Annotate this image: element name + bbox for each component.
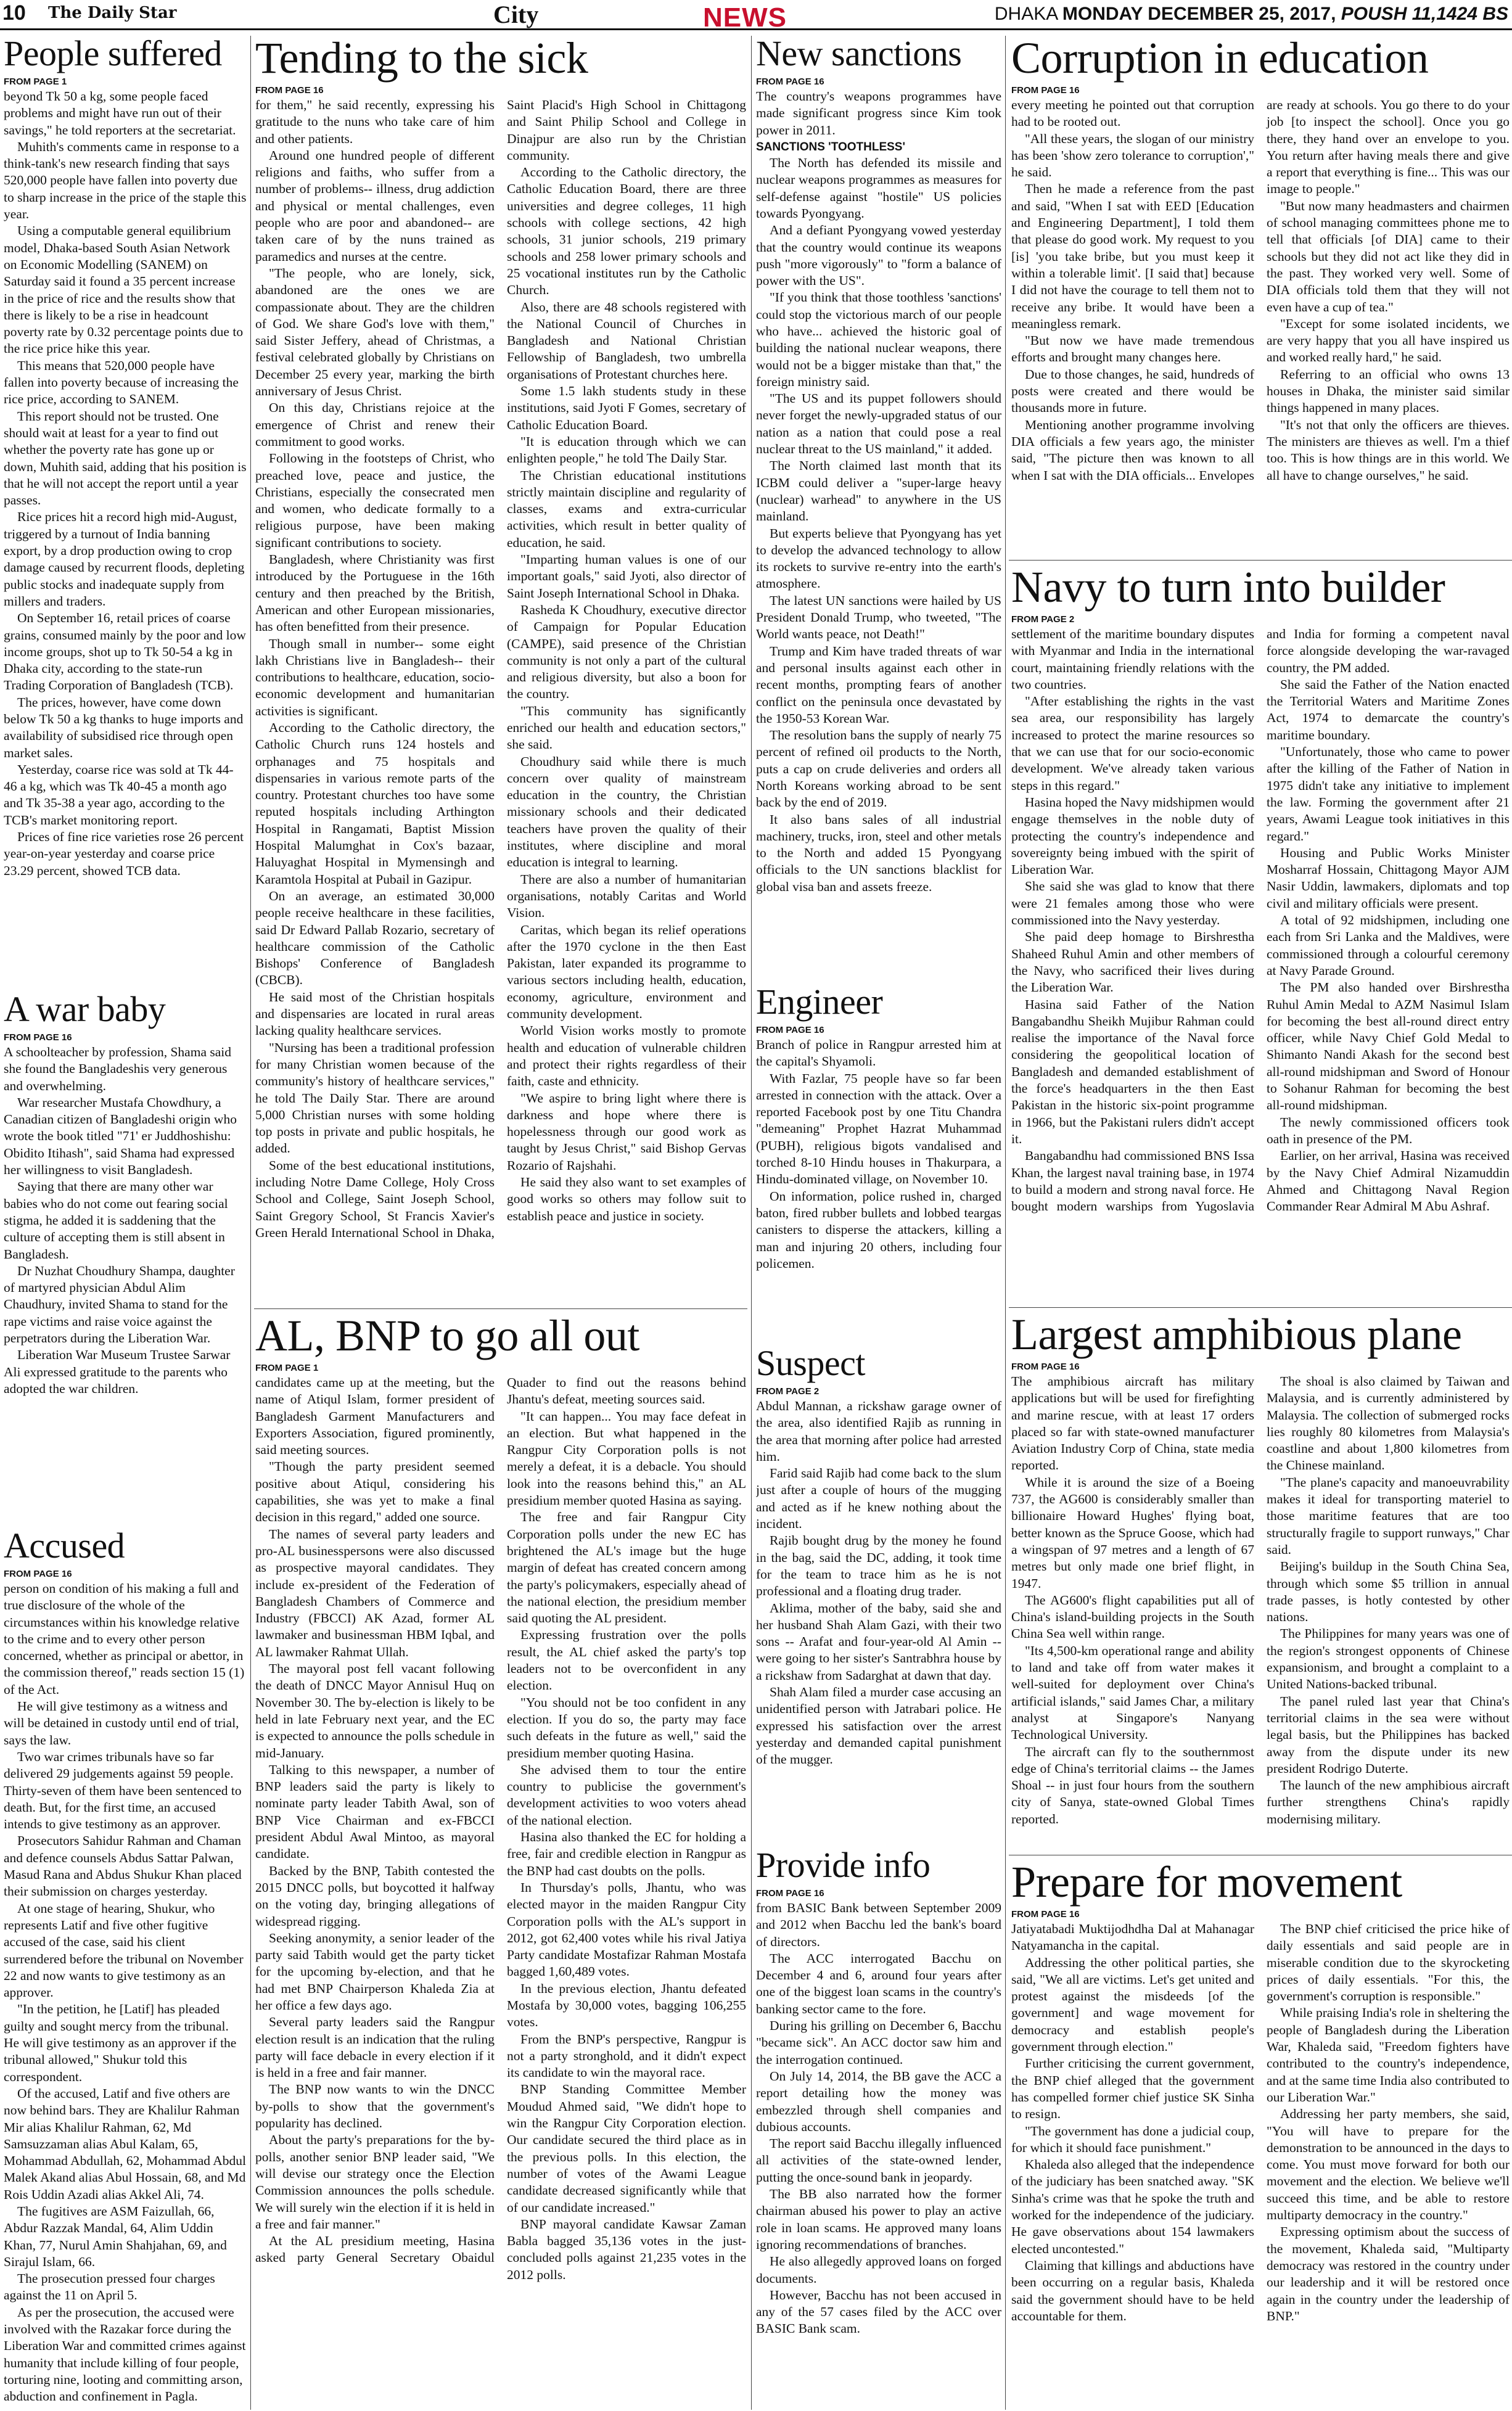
story-paragraph: War researcher Mustafa Chowdhury, a Canadian citizen of Bangladeshi origin who wrote the book titled "71' er Juddhoshishu: Obidito Itihash", said Shama had expressed her willingness to visit Bangladesh.: [4, 1095, 237, 1178]
story-paragraph: On an average, an estimated 30,000 people receive healthcare in these facilities, said Dr Edward Pallab Rozario, secretary of healthcare commission of the Catholic Bishops' Conference of Bangladesh (CBCB).: [255, 888, 495, 988]
story-body: [4, 1580, 247, 2409]
story-headline: People suffered: [4, 36, 222, 73]
dateline-date: MONDAY DECEMBER 25, 2017,: [1062, 4, 1336, 24]
story-paragraph: From the BNP's perspective, Rangpur is not a party stronghold, and it didn't expect its candidate to win the mayoral race.: [507, 2031, 746, 2080]
story-paragraph: The panel ruled last year that China's territorial claims in the sea were without legal basis, but the Philippines has backed away from the dispute under its new president Rodrigo Duterte.: [1267, 1693, 1510, 1776]
story-paragraph: He also allegedly approved loans on forged documents.: [756, 2254, 1001, 2286]
story-jump-line: FROM PAGE 16: [1011, 1362, 1080, 1372]
story-paragraph: "Unfortunately, those who came to power after the killing of the Father of Nation in 1975 didn't take any initiative to implement the law. Forming the government after 21 years, Awami League took initiatives in this regard.": [1267, 744, 1510, 844]
story-paragraph: A total of 92 midshipmen, including one each from Sri Lanka and the Maldives, were commissioned through a colourful ceremony at Navy Parade Ground.: [1267, 913, 1510, 978]
story-paragraph: Farid said Rajib had come back to the slum just after a couple of hours of the mugging and acted as if he knew nothing about the incident.: [756, 1466, 1001, 1532]
story-engineer: [756, 984, 1001, 1341]
story-paragraph: "All these years, the slogan of our ministry has been 'show zero tolerance to corruption'," he said.: [1011, 131, 1254, 180]
story-paragraph: "Except for some isolated incidents, we are very happy that you all have inspired us and worked really hard," he said.: [1267, 316, 1510, 365]
column-rule: [250, 36, 251, 2410]
story-paragraph: While it is around the size of a Boeing 737, the AG600 is considerably smaller than billionaire Howard Hughes' flying boat, better known as the Spruce Goose, which had a wingspan of 97 metres and a length of 67 metres but only made one brief flight, in 1947.: [1011, 1474, 1254, 1591]
story-paragraph: "You should not be too confident in any election. If you do so, the party may face such defeats in the future as well," said the presidium member quoting Hasina.: [507, 1694, 746, 1760]
story-paragraph: Rice prices hit a record high mid-August, triggered by a turnout of India banning export, by a drop production owing to crop damage caused by recurrent floods, depleting public stocks and inadequate supply from millers and traders.: [4, 509, 245, 609]
story-body: [1011, 97, 1510, 555]
story-paragraph: "It can happen... You may face defeat in an election. But what happened in the Rangpur City Corporation polls is not merely a defeat, it is a debacle. You should look into the reasons behind this," an AL presidium member quoted Hasina as saying.: [507, 1408, 746, 1508]
story-navy-to-turn-into-builder: [1011, 565, 1510, 1302]
story-paragraph: Hasina hoped the Navy midshipmen would engage themselves in the noble duty of protecting the country's independence and sovereignty being imbued with the spirit of Liberation War.: [1011, 794, 1255, 877]
story-paragraph: Caritas, which began its relief operations after the 1970 cyclone in the then East Pakistan, later expanded its programme to various sectors including health, education, economy, agriculture, environment and community development.: [507, 922, 746, 1022]
story-paragraph: She paid deep homage to Birshrestha Shaheed Ruhul Amin and other members of the Navy, who sacrificed their lives during the Liberation War.: [1011, 929, 1254, 995]
story-paragraph: In Thursday's polls, Jhantu, who was elected mayor in the maiden Rangpur City Corporation polls with the AL's support in 2012, got 62,400 votes while his rival Jatiya Party candidate Mostafizar Rahman Mostafa bagged 1,60,489 votes.: [507, 1879, 746, 1979]
story-paragraph: "If you think that those toothless 'sanctions' could stop the victorious march of our people who have... achieved the historic goal of building the national nuclear weapons, there would not be a bigger mistake than that," the foreign ministry said.: [756, 290, 1001, 389]
story-paragraph: The ACC interrogated Bacchu on December 4 and 6, around four years after one of the biggest loan scams in the country's banking sector came to the fore.: [756, 1950, 1001, 2016]
story-paragraph: Expressing optimism about the success of the movement, Khaleda said, "Multiparty democracy was restored in the country under our leadership and it will be restored once again in the country under the leadership of BNP.": [1267, 2224, 1510, 2323]
story-paragraph: But experts believe that Pyongyang has yet to develop the advanced technology to allow its rockets to survive re-entry into the earth's atmosphere.: [756, 525, 1001, 591]
story-paragraph: "The people, who are lonely, sick, abandoned are the ones we are compassionate about. They are the children of God. We share God's love with them," said Sister Jeffery, ahead of Christmas, a festival celebrated globally by Christians on December 25 every year, marking the birth anniversary of Jesus Christ.: [255, 265, 495, 399]
story-paragraph: And a defiant Pyongyang vowed yesterday that the country would continue its weapons push "more vigorously" to "form a balance of power with the US".: [756, 223, 1001, 289]
story-body: [756, 1900, 1001, 2409]
story-body: [255, 1374, 746, 2409]
story-paragraph: The country's weapons programmes have made significant progress since Kim took power in 2011.: [756, 89, 1001, 138]
story-paragraph: Khaleda also alleged that the independence of the judiciary has been snatched away. "SK Sinha's crime was that he spoke the truth and worked for the independence of the judiciary. He gave observations about 154 lawmakers elected uncontested.": [1011, 2157, 1254, 2256]
story-headline: Tending to the sick: [255, 36, 588, 83]
story-paragraph: Prosecutors Sahidur Rahman and Chaman and defence counsels Abdus Sattar Palwan, Masud Rana and Abdus Shukur Khan placed their submission on charges yesterday.: [4, 1833, 242, 1899]
story-body: [1011, 1373, 1510, 1850]
story-paragraph: Backed by the BNP, Tabith contested the 2015 DNCC polls, but boycotted it halfway on the voting day, bringing allegations of widespread rigging.: [255, 1863, 495, 1929]
story-headline: Corruption in education: [1011, 36, 1429, 83]
story-paragraph: The Philippines for many years was one of the region's strongest opponents of Chinese expansionism, and brought a complaint to a United Nations-backed tribunal.: [1267, 1626, 1510, 1692]
story-divider: [1009, 1307, 1512, 1308]
story-paragraph: "In the petition, he [Latif] has pleaded guilty and sought mercy from the tribunal. He will give testimony as an approver if the tribunal allowed," Shukur told this correspondent.: [4, 2002, 237, 2084]
dateline-city: DHAKA: [994, 4, 1062, 24]
story-paragraph: The BB also narrated how the former chairman abused his power to play an active role in loan scams. He approved many loans ignoring recommendations of branches.: [756, 2187, 1001, 2252]
story-paragraph: beyond Tk 50 a kg, some people faced problems and might have run out of their savings," he told reporters at the secretariat.: [4, 89, 236, 138]
story-jump-line: FROM PAGE 16: [255, 85, 324, 96]
story-paragraph: "Its 4,500-km operational range and ability to land and take off from water makes it well-suited for deployment over China's artificial islands," said James Char, a military analyst at Singapore's Nanyang Technological University.: [1011, 1643, 1254, 1743]
story-paragraph: Referring to an official who owns 13 houses in Dhaka, the minister said similar things happened in many places.: [1267, 366, 1510, 416]
story-paragraph: Some 1.5 lakh students study in these institutions, said Jyoti F Gomes, secretary of Catholic Education Board.: [507, 384, 746, 432]
story-headline: Largest amphibious plane: [1011, 1312, 1462, 1359]
story-paragraph: The North has defended its missile and nuclear weapons programmes as measures for self-defense against "hostile" US policies towards Pyongyang.: [756, 155, 1001, 221]
story-paragraph: Addressing the other political parties, she said, "We all are victims. Let's get united and protest against the misdeeds [of the government] and wage movement for democracy and establish people's government through election.": [1011, 1955, 1254, 2055]
story-paragraph: Yesterday, coarse rice was sold at Tk 44-46 a kg, which was Tk 40-45 a month ago and Tk 35-38 a year ago, according to the TCB's market monitoring report.: [4, 762, 234, 828]
story-headline: Navy to turn into builder: [1011, 565, 1445, 612]
story-paragraph: person on condition of his making a full and true disclosure of the whole of the circumstances within his knowledge relative to the crime and to every other person concerned, whether as principal or abettor, in the commission thereof," reads section 15 (1) of the Act.: [4, 1581, 245, 1697]
story-paragraph: candidates came up at the meeting, but the name of Atiqul Islam, former president of Bangladesh Garment Manufacturers and Exporters Association, figured prominently, said meeting sources.: [255, 1375, 495, 1458]
story-suspect: [756, 1345, 1001, 1844]
story-paragraph: The free and fair Rangpur City Corporation polls under the new EC has brightened the AL's image but the huge margin of defeat has created concern among the party's policymakers, especially ahead of the national election, the presidium member said quoting the AL president.: [507, 1509, 746, 1626]
story-paragraph: Using a computable general equilibrium model, Dhaka-based South Asian Network on Economic Modelling (SANEM) on Saturday said it found a 35 percent increase in the price of rice and the results show that there is likely to be a rise in headcount poverty rate by 0.32 percentage points due to the rice price hike this year.: [4, 223, 244, 356]
story-paragraph: Addressing her party members, she said, "You will have to prepare for the demonstration to be announced in the days to come. You must move forward for both our movement and the election. We believe we'll succeed this time, and be able to restore multiparty democracy in the country.": [1267, 2106, 1510, 2223]
page-number: 10: [2, 1, 26, 25]
story-jump-line: FROM PAGE 16: [1011, 1909, 1080, 1920]
story-paragraph: BNP Standing Committee Member Moudud Ahmed said, "We didn't hope to win the Rangpur City Corporation election. Our candidate secured the third place as in the previous polls. In this election, the number of votes of the Awami League candidate decreased significantly while that of our candidate increased.": [507, 2082, 746, 2215]
story-paragraph: According to the Catholic directory, the Catholic Church runs 124 hostels and orphanages and 75 hospitals and dispensaries in various remote parts of the country. Protestant churches too have some reputed hospitals including Arthington Hospital in Rangamati, Baptist Mission Hospital Malumghat in Cox's bazaar, Haluyaghat Hospital in Mymensingh and Karamtola Hospital at Pubail in Gazipur.: [255, 720, 495, 887]
story-paragraph: settlement of the maritime boundary disputes with Myanmar and India in the international court, maintaining friendly relations with the two countries.: [1011, 626, 1254, 692]
story-paragraph: The aircraft can fly to the southernmost edge of China's territorial claims -- the James Shoal -- in just four hours from the southern city of Sanya, state-owned Global Times reported.: [1011, 1744, 1254, 1826]
story-paragraph: She said she was glad to know that there were 21 females among those who were commissioned into the Navy yesterday.: [1011, 879, 1254, 928]
story-paragraph: The AG600's flight capabilities put all of China's island-building projects in the South China Sea well within range.: [1011, 1592, 1254, 1641]
story-paragraph: "It's not that only the officers are thieves. The ministers are thieves as well. I'm a thief too. This is how things are in this world. We all have to change ourselves," he said.: [1267, 417, 1510, 483]
story-jump-line: FROM PAGE 1: [255, 1363, 319, 1373]
story-paragraph: In the previous election, Jhantu defeated Mostafa by 30,000 votes, bagging 106,255 votes.: [507, 1981, 746, 2030]
story-paragraph: According to the Catholic directory, the Catholic Education Board, there are three universities and degree colleges, 11 high schools with college sections, 42 high schools, 31 junior schools, 219 primary schools and 258 lower primary schools and 25 vocational institutes run by the Catholic Church.: [507, 165, 746, 298]
story-paragraph: The launch of the new amphibious aircraft further strengthens China's rapidly modernising military.: [1267, 1778, 1510, 1826]
story-paragraph: Two war crimes tribunals have so far delivered 29 judgements against 59 people. Thirty-seven of them have been sentenced to death. But, for the first time, an accused intends to give testimony as an approver.: [4, 1749, 242, 1832]
story-paragraph: The newly commissioned officers took oath in presence of the PM.: [1267, 1114, 1510, 1146]
story-paragraph: At the AL presidium meeting, Hasina asked party General Secretary Obaidul Quader to find out the reasons behind Jhantu's defeat, meeting sources said.: [255, 1375, 746, 2265]
story-paragraph: "We aspire to bring light where there is darkness and hope where there is hopelessness through our good work as taught by Jesus Christ," said Bishop Gervas Rozario of Rajshahi.: [507, 1090, 746, 1173]
story-paragraph: She said the Father of the Nation enacted the Territorial Waters and Maritime Zones Act, 1974 to demarcate the country's maritime boundary.: [1267, 676, 1510, 742]
story-jump-line: FROM PAGE 16: [4, 1032, 72, 1043]
story-jump-line: FROM PAGE 16: [4, 1569, 72, 1579]
story-paragraph: The North claimed last month that its ICBM could deliver a "super-large heavy (nuclear) warhead" to anywhere in the US mainland.: [756, 458, 1001, 524]
story-paragraph: Then he made a reference from the past and said, "When I sat with EED [Education and Engineering Department], I told them that please do good work. My request to you [is] 'you take bribe, but you must keep it within a tolerable limit'. [I said that] because I did not have the courage to tell them not to receive any bribe. It would have been a meaningless remark.: [1011, 181, 1254, 331]
story-paragraph: "But now many headmasters and chairmen of school managing committees phone me to tell that officials [of DIA] came to their schools but they did not act like they did in the past. They worked very well. Some of DIA officials told them that they will not even have a cup of tea.": [1267, 198, 1510, 314]
story-jump-line: FROM PAGE 16: [1011, 85, 1080, 96]
story-paragraph: "It is education through which we can enlighten people," he told The Daily Star.: [507, 433, 746, 466]
story-paragraph: The PM also handed over Birshrestha Ruhul Amin Medal to AZM Nasimul Islam for becoming the best all-round direct entry officer, while Navy Chief Gold Medal to Shimanto Nandi Akash for the second best all-round midshipman and Sword of Honour to Sohanur Rahman for becoming the best all-round midshipman.: [1267, 980, 1510, 1113]
story-paragraph: every meeting he pointed out that corruption had to be rooted out.: [1011, 97, 1254, 129]
story-jump-line: FROM PAGE 2: [756, 1386, 820, 1397]
story-people-suffered: [4, 36, 247, 987]
column-rule: [751, 36, 752, 2410]
story-paragraph: Though small in number-- some eight lakh Christians live in Bangladesh-- their contributions to healthcare, education, socio-economic development and humanitarian activities is significant.: [255, 636, 495, 718]
story-paragraph: Several party leaders said the Rangpur election result is an indication that the ruling party will face debacle in every election if it is held in a free and fair manner.: [255, 2015, 495, 2080]
story-paragraph: World Vision works mostly to promote health and education of vulnerable children and protect their rights regardless of their faith, caste and ethnicity.: [507, 1023, 746, 1089]
story-paragraph: The mayoral post fell vacant following the death of DNCC Mayor Annisul Huq on November 30. The by-election is likely to be held in late February next year, and the EC is expected to announce the polls schedule in mid-January.: [255, 1661, 495, 1760]
story-paragraph: Around one hundred people of different religions and faiths, who suffer from a number of problems-- illness, drug addiction and physical or mental challenges, even people who are poor and abandoned-- are taken care of by the nuns trained as paramedics and nurses at the centre.: [255, 147, 495, 264]
story-paragraph: The prices, however, have come down below Tk 50 a kg thanks to huge imports and availability of subsidised rice through open market sales.: [4, 694, 244, 760]
story-prepare-for-movement: [1011, 1860, 1510, 2409]
story-paragraph: BNP mayoral candidate Kawsar Zaman Babla bagged 35,136 votes in the just-concluded polls against 21,235 votes in the 2012 polls.: [507, 2216, 746, 2282]
story-paragraph: The amphibious aircraft has military applications but will be used for firefighting and marine rescue, with at least 17 orders placed so far with state-owned manufacturer Aviation Industry Corp of China, state media reported.: [1011, 1374, 1254, 1473]
story-paragraph: The shoal is also claimed by Taiwan and Malaysia, and is currently administered by Malaysia. The collection of submerged rocks lies roughly 80 kilometres from Malaysia's coastline and about 1,800 kilometres from the Chinese mainland.: [1267, 1374, 1510, 1473]
story-paragraph: On September 16, retail prices of coarse grains, consumed mainly by the poor and low income groups, shot up to Tk 50-54 a kg in Dhaka city, according to the state-run Trading Corporation of Bangladesh (TCB).: [4, 610, 246, 693]
story-paragraph: Hasina also thanked the EC for holding a free, fair and credible election in Rangpur as the BNP had cast doubts on the polls.: [507, 1830, 746, 1878]
story-paragraph: Seeking anonymity, a senior leader of the party said Tabith would get the party ticket for the upcoming by-election, and that he had met BNP Chairperson Khaleda Zia at her office a few days ago.: [255, 1930, 495, 2013]
story-paragraph: Choudhury said while there is much concern over quality of mainstream education in the country, the Christian missionary schools and their dedicated teachers have proven the quality of their institutes, where discipline and moral education is integral to learning.: [507, 754, 746, 870]
story-corruption-in-education: [1011, 36, 1510, 555]
story-paragraph: This report should not be trusted. One should wait at least for a year to find out whether the poverty rate has gone up or down, Muhith said, adding that his position is that he will not accept the report until a year passes.: [4, 408, 247, 508]
story-paragraph: Further criticising the current government, the BNP chief alleged that the government has compelled former chief justice SK Sinha to resign.: [1011, 2056, 1254, 2122]
story-paragraph: Housing and Public Works Minister Mosharraf Hossain, Chittagong Mayor AJM Nasir Uddin, lawmakers, diplomats and top civil and military officials were present.: [1267, 845, 1510, 911]
story-paragraph: On July 14, 2014, the BB gave the ACC a report detailing how the money was embezzled through shell companies and dubious accounts.: [756, 2068, 1001, 2134]
story-jump-line: FROM PAGE 16: [756, 1888, 824, 1899]
story-body: [4, 1044, 247, 1523]
story-paragraph: A schoolteacher by profession, Shama said she found the Bangladeshis very generous and overwhelming.: [4, 1045, 231, 1093]
story-paragraph: He said most of the Christian hospitals and dispensaries are located in rural areas lacking quality healthcare services.: [255, 989, 495, 1038]
paper-name: The Daily Star: [48, 4, 177, 22]
story-paragraph: This means that 520,000 people have fallen into poverty because of increasing the rice price, according to SANEM.: [4, 358, 239, 407]
story-accused: [4, 1528, 247, 2409]
story-paragraph: Abdul Mannan, a rickshaw garage owner of the area, also identified Rajib as running in the area that morning after police had arrested him.: [756, 1399, 1001, 1464]
story-paragraph: "Imparting human values is one of our important goals," said Jyoti, also director of Saint Joseph International School in Dhaka.: [507, 552, 746, 601]
story-paragraph: There are also a number of humanitarian organisations, notably Caritas and World Vision.: [507, 871, 746, 921]
story-paragraph: Talking to this newspaper, a number of BNP leaders said the party is likely to nominate party leader Tabith Awal, son of BNP Vice Chairman and ex-FBCCI president Abdul Awal Mintoo, as mayoral candidate.: [255, 1762, 495, 1862]
story-paragraph: Beijing's buildup in the South China Sea, through which some $5 trillion in annual trade passes, is hotly contested by other nations.: [1267, 1559, 1510, 1625]
story-headline: Provide info: [756, 1847, 931, 1885]
story-paragraph: Following in the footsteps of Christ, who preached love, peace and justice, the Christians, especially the consecrated men and women, who dedicate formally to a religious purpose, have been making significant contributions to society.: [255, 451, 495, 550]
dateline-bangla: POUSH 11,1424 BS: [1341, 4, 1508, 24]
story-jump-line: FROM PAGE 2: [1011, 614, 1075, 625]
story-paragraph: She advised them to tour the entire country to publicise the government's development activities to woo voters ahead of the national election.: [507, 1762, 746, 1828]
story-paragraph: "After establishing the rights in the vast sea area, our responsibility has largely increased to protect the marine resources so that we can use that for our socio-economic development. We've already taken various steps in this regard.": [1011, 694, 1254, 793]
story-paragraph: The fugitives are ASM Faizullah, 66, Abdur Razzak Mandal, 64, Alim Uddin Khan, 77, Nurul Amin Shahjahan, 69, and Sirajul Islam, 66.: [4, 2203, 227, 2269]
story-paragraph: Bangabandhu had commissioned BNS Issa Khan, the largest naval training base, in 1974 to build a modern and strong naval force. He bought modern warships from Yugoslavia and India for forming a competent naval force alongside developing the war-ravaged country, the PM added.: [1011, 626, 1510, 1214]
story-war-baby: [4, 992, 247, 1523]
story-paragraph: Rasheda K Choudhury, executive director of Campaign for Popular Education (CAMPE), said presence of the Christian community is not only a part of the cultural and religious diversity, but also a boon for the country.: [507, 602, 746, 702]
story-paragraph: Aklima, mother of the baby, said she and her husband Shah Alam Gazi, with their two sons -- Arafat and four-year-old Al Amin -- were going to her sister's Santrabhra house by a rickshaw from Sadarghat at dawn that day.: [756, 1600, 1001, 1683]
story-paragraph: Muhith's comments came in response to a think-tank's new research finding that says 520,000 people have fallen into poverty due to sharp increase in the price of the staple this year.: [4, 139, 247, 222]
story-tending-to-the-sick: [255, 36, 746, 1304]
story-paragraph: The resolution bans the supply of nearly 75 percent of refined oil products to the North, puts a cap on crude deliveries and orders all North Koreans working abroad to be sent back by the end of 2019.: [756, 728, 1001, 810]
story-body: [4, 88, 247, 987]
story-body: [255, 97, 746, 1304]
story-paragraph: Mentioning another programme involving DIA officials a few years ago, the minister said, "The picture then was known to all when I sat with the DIA officials... Envelopes are ready at schools. You go there to do your job [to inspect the school]. Once you go there, they hand over an envelope to you. You return after having meals there and give a report that everything is fine... This was our image to people.": [1011, 97, 1510, 483]
story-paragraph: Jatiyatabadi Muktijodhdha Dal at Mahanagar Natyamancha in the capital.: [1011, 1921, 1254, 1953]
story-paragraph: About the party's preparations for the by-polls, another senior BNP leader said, "We will devise our strategy once the Election Commission announces the polls schedule. We will surely win the election if it is held in a free and fair manner.": [255, 2132, 495, 2232]
section-name: City: [493, 1, 539, 28]
story-paragraph: SANCTIONS 'TOOTHLESS': [756, 140, 905, 154]
story-paragraph: The Christian educational institutions strictly maintain discipline and regularity of classes, exams and extra-curricular activities, which result in better quality of education, he said.: [507, 467, 746, 550]
story-paragraph: Bangladesh, where Christianity was first introduced by the Portuguese in the 16th century and then preached by the British, American and other European missionaries, has often benefitted from their presence.: [255, 552, 495, 635]
story-paragraph: Saying that there are many other war babies who do not come out fearing social stigma, he added it is saddening that the culture of accepting them is still absent in Bangladesh.: [4, 1179, 228, 1262]
story-jump-line: FROM PAGE 16: [756, 76, 824, 87]
story-paragraph: While praising India's role in sheltering the people of Bangladesh during the Liberation War, Khaleda said, "Freedom fighters have contributed to the country's independence, and at the same time India also contributed to our Liberation War.": [1267, 2005, 1510, 2105]
story-divider: [1009, 560, 1512, 561]
story-largest-amphibious-plane: [1011, 1312, 1510, 1850]
story-paragraph: "The US and its puppet followers should never forget the newly-upgraded status of our nation as a nation that could pose a real nuclear threat to the US mainland," it added.: [756, 391, 1001, 457]
story-paragraph: Trump and Kim have traded threats of war and personal insults against each other in recent months, prompting fears of another conflict on the peninsula once devastated by the 1950-53 Korean War.: [756, 643, 1001, 726]
story-paragraph: At one stage of hearing, Shukur, who represents Latif and five other fugitive accused of the case, said his client surrendered before the tribunal on November 22 and now wants to give testimony as an approver.: [4, 1900, 244, 2000]
story-paragraph: Liberation War Museum Trustee Sarwar Ali expressed gratitude to the parents who adopted the war children.: [4, 1347, 231, 1396]
story-jump-line: FROM PAGE 1: [4, 76, 67, 87]
story-paragraph: "The plane's capacity and manoeuvrability makes it ideal for transporting materiel to those maritime features that are too structurally fragile to support runways," Char said.: [1267, 1474, 1510, 1557]
story-paragraph: for them," he said recently, expressing his gratitude to the nuns who take care of him and other patients.: [255, 97, 495, 146]
story-headline: Accused: [4, 1528, 125, 1566]
dateline: [995, 4, 1508, 25]
story-paragraph: During his grilling on December 6, Bacchu "became sick". An ACC doctor saw him and the interrogation continued.: [756, 2018, 1001, 2067]
story-headline: Prepare for movement: [1011, 1860, 1402, 1907]
story-paragraph: Due to those changes, he said, hundreds of posts were created and there would be thousands more in future.: [1011, 366, 1254, 416]
story-paragraph: Rajib bought drug by the money he found in the bag, said the DC, adding, it took time for the team to trace him as he is not professional and a floating drug trader.: [756, 1533, 1001, 1599]
story-paragraph: He said they also want to set examples of good works so others may follow suit to establish peace and justice in society.: [507, 1175, 746, 1223]
story-body: [756, 88, 1001, 979]
story-al-bnp-to-go-all-out: [255, 1313, 746, 2409]
story-paragraph: "The government has done a judicial coup, for which it should face punishment.": [1011, 2123, 1254, 2155]
story-paragraph: Dr Nuzhat Choudhury Shampa, daughter of martyred physician Abdul Alim Chaudhury, invited Shama to stand for the rape victims and raise voice against the perpetrators during the Liberation War.: [4, 1263, 235, 1346]
story-paragraph: The report said Bacchu illegally influenced all activities of the state-owned lender, putting the once-sound bank in jeopardy.: [756, 2136, 1001, 2185]
news-label: NEWS: [703, 2, 787, 33]
story-headline: A war baby: [4, 992, 166, 1029]
story-paragraph: The BNP now wants to win the DNCC by-polls to show that the government's popularity has declined.: [255, 2082, 495, 2131]
story-paragraph: "But now we have made tremendous efforts and brought many changes here.: [1011, 333, 1254, 365]
story-paragraph: Some of the best educational institutions, including Notre Dame College, Holy Cross School and College, Saint Joseph School, Saint Gregory School, St Francis Xavier's Green Herald International School in Dhaka, Saint Placid's High School in Chittagong and Saint Philip School and College in Dinajpur are also run by the Christian community.: [255, 97, 746, 1240]
story-divider: [254, 1308, 747, 1309]
page-masthead: [0, 0, 1512, 33]
story-jump-line: FROM PAGE 16: [756, 1025, 824, 1035]
story-paragraph: "Nursing has been a traditional profession for many Christian women because of the community's history of healthcare services," he told The Daily Star. There are around 5,000 Christian nurses with some holding top posts in private and public hospitals, he added.: [255, 1040, 495, 1156]
story-paragraph: Hasina said Father of the Nation Bangabandhu Sheikh Mujibur Rahman could realise the importance of the Naval force considering the geopolitical location of Bangladesh and demanded establishment of the force's headquarters in the then East Pakistan in the historic six-point programme in 1966, but the Pakistani rulers didn't accept it.: [1011, 996, 1254, 1146]
story-paragraph: Prices of fine rice varieties rose 26 percent year-on-year yesterday and coarse price 23.29 percent, showed TCB data.: [4, 829, 244, 878]
story-paragraph: from BASIC Bank between September 2009 and 2012 when Bacchu led the bank's board of directors.: [756, 1900, 1001, 1949]
story-paragraph: "This community has significantly enriched our health and education sectors," she said.: [507, 703, 746, 752]
column-rule: [1005, 36, 1006, 2410]
story-body: [756, 1398, 1001, 1844]
story-paragraph: Earlier, on her arrival, Hasina was received by the Navy Chief Admiral Nizamuddin Ahmed and Chittagong Naval Region Commander Rear Admiral M Abu Ashraf.: [1267, 1148, 1510, 1214]
story-paragraph: Expressing frustration over the polls result, the AL chief asked the party's top leaders not to be overconfident in any election.: [507, 1627, 746, 1693]
story-paragraph: The latest UN sanctions were hailed by US President Donald Trump, who tweeted, "The World wants peace, not Death!": [756, 593, 1001, 642]
story-paragraph: On information, police rushed in, charged baton, fired rubber bullets and lobbed teargas canisters to disperse the attackers, killing a man and injuring 20 others, including four policemen.: [756, 1188, 1001, 1271]
story-paragraph: The prosecution pressed four charges against the 11 on April 5.: [4, 2271, 215, 2303]
story-paragraph: It also bans sales of all industrial machinery, trucks, iron, steel and other metals to the North and added 15 Pyongyang officials to the UN sanctions blacklist for global visa ban and assets freeze.: [756, 811, 1001, 894]
story-paragraph: Claiming that killings and abductions have been occurring on a regular basis, Khaleda said the government should have to be held accountable for them.: [1011, 2257, 1254, 2323]
story-paragraph: Of the accused, Latif and five others are now behind bars. They are Khalilur Rahman Mir alias Khalilur Rahman, 62, Md Samsuzzaman alias Abul Kalam, 65, Mohammad Abdullah, 62, Mohammad Abdul Malek Akand alias Abul Hossain, 68, and Md Rois Uddin Azadi alias Akkel Ali, 74.: [4, 2085, 246, 2202]
story-body: [1011, 1921, 1510, 2409]
story-headline: AL, BNP to go all out: [255, 1313, 639, 1360]
story-paragraph: He will give testimony as a witness and will be detained in custody until end of trial, says the law.: [4, 1699, 239, 1748]
story-paragraph: "Though the party president seemed positive about Atiqul, considering his capabilities, she was yet to make a final decision in this regard," added one source.: [255, 1459, 495, 1525]
story-headline: New sanctions: [756, 36, 962, 73]
story-paragraph: As per the prosecution, the accused were involved with the Razakar force during the Liberation War and committed crimes against humanity that include killing of four people, torturing nine, looting and committing arson, abduction and confinement in Pagla.: [4, 2304, 246, 2404]
story-new-sanctions: [756, 36, 1001, 979]
story-body: [1011, 626, 1510, 1302]
story-paragraph: However, Bacchu has not been accused in any of the 57 cases filed by the ACC over BASIC Bank scam.: [756, 2287, 1001, 2336]
story-paragraph: The names of several party leaders and pro-AL businesspersons were also discussed as prospective mayoral candidates. They include ex-president of the Federation of Bangladesh Chambers of Commerce and Industry (FBCCI) AK Azad, former AL lawmaker and businessman HBM Iqbal, and AL lawmaker Rahmat Ullah.: [255, 1526, 495, 1659]
story-provide-info: [756, 1847, 1001, 2409]
story-paragraph: The BNP chief criticised the price hike of daily essentials and said people are in miserable condition due to the skyrocketing prices of daily essentials. "For this, the government's corruption is responsible.": [1267, 1921, 1510, 2004]
story-headline: Suspect: [756, 1345, 865, 1383]
story-body: [756, 1037, 1001, 1341]
story-paragraph: On this day, Christians rejoice at the emergence of Christ and renew their commitment to good works.: [255, 400, 495, 449]
story-paragraph: With Fazlar, 75 people have so far been arrested in connection with the attack. Over a reported Facebook post by one Titu Chandra "demeaning" Prophet Hazrat Muhammad (PUBH), religious bigots vandalised and torched 8-10 Hindu houses in Thakurpara, a Hindu-dominated village, on November 10.: [756, 1070, 1001, 1187]
story-paragraph: Shah Alam filed a murder case accusing an unidentified person with Jatrabari police. He expressed his satisfaction over the arrest yesterday and demanded capital punishment of the mugger.: [756, 1685, 1001, 1767]
story-paragraph: Branch of police in Rangpur arrested him at the capital's Shyamoli.: [756, 1037, 1001, 1069]
story-paragraph: Also, there are 48 schools registered with the National Council of Churches in Bangladesh and National Christian Fellowship of Bangladesh, two umbrella organisations of Protestant churches here.: [507, 299, 746, 382]
story-headline: Engineer: [756, 984, 883, 1022]
